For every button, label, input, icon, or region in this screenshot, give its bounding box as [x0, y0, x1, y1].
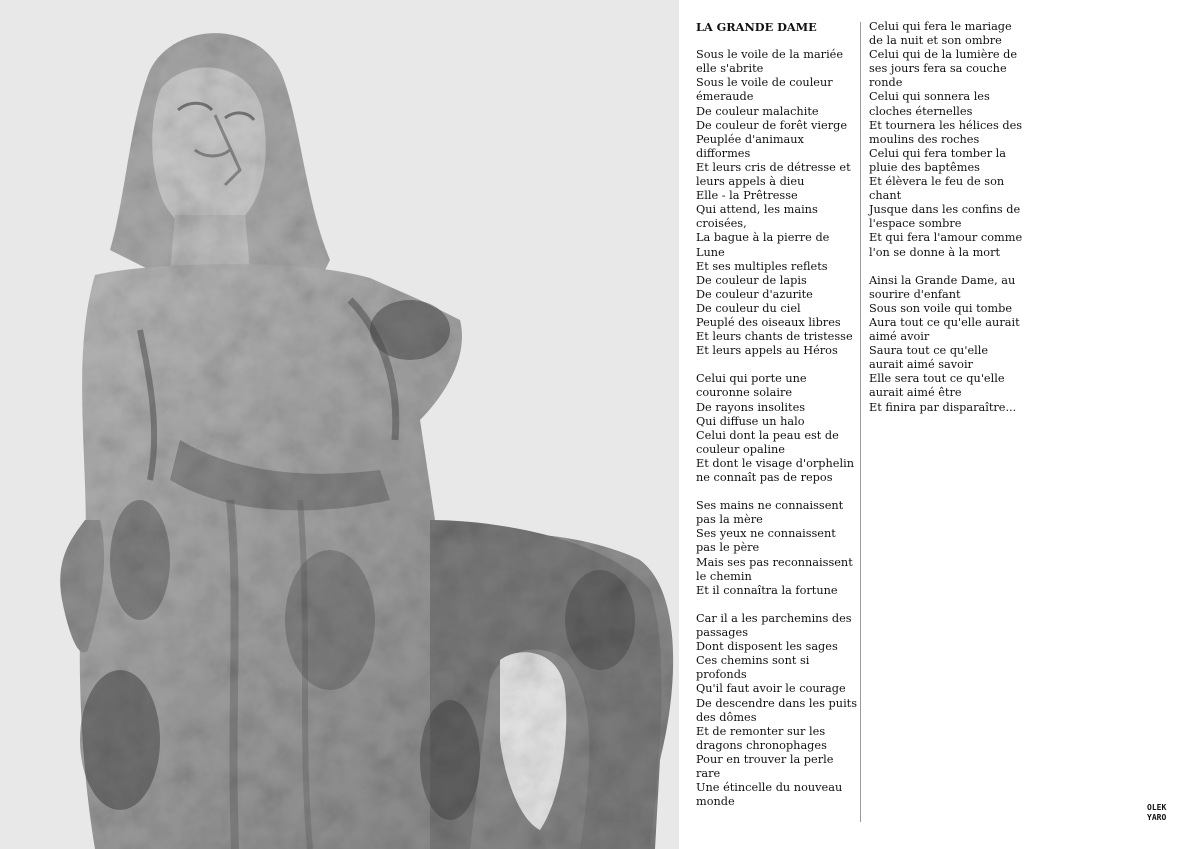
- signature: [1147, 803, 1177, 823]
- poem-line: moulins des roches: [869, 132, 980, 146]
- poem-line: De couleur d'azurite: [696, 287, 813, 301]
- poem-line: aurait aimé être: [869, 386, 962, 400]
- stanza-gap: [696, 358, 860, 372]
- poem-line: Ainsi la Grande Dame, au: [869, 273, 1016, 287]
- poem-line: Sous le voile de la mariée: [696, 48, 844, 62]
- poem-line: Peuplé des oiseaux libres: [696, 315, 841, 329]
- poem-line: De descendre dans les puits: [696, 696, 858, 710]
- poem-line: pas le père: [696, 541, 760, 555]
- poem-line: des dômes: [696, 710, 757, 724]
- column-divider: [860, 22, 861, 822]
- poem-line: De couleur de lapis: [696, 273, 807, 287]
- poem-line: émeraude: [696, 90, 754, 104]
- poem-line: Et il connaîtra la fortune: [696, 583, 838, 597]
- poem-line: aurait aimé savoir: [869, 358, 973, 372]
- poem-line: Celui qui sonnera les: [869, 90, 990, 104]
- poem-line: Une étincelle du nouveau: [696, 781, 843, 795]
- stanza-gap: [696, 485, 860, 499]
- poem-line: couronne solaire: [696, 386, 793, 400]
- poem-line: Elle - la Prêtresse: [696, 189, 798, 203]
- poem-line: Saura tout ce qu'elle: [869, 344, 989, 358]
- poem-line: passages: [696, 626, 749, 640]
- poem-line: Pour en trouver la perle: [696, 752, 834, 766]
- poem-line: leurs appels à dieu: [696, 175, 805, 189]
- poem-line: Ses mains ne connaissent: [696, 499, 844, 513]
- poem-line: Ses yeux ne connaissent: [696, 527, 836, 541]
- poem-line: La bague à la pierre de: [696, 231, 830, 245]
- poem-line: Lune: [696, 245, 725, 259]
- poem-line: De couleur malachite: [696, 104, 819, 118]
- poem-line: Elle sera tout ce qu'elle: [869, 372, 1005, 386]
- poem-line: Ces chemins sont si: [696, 654, 810, 668]
- poem-line: Sous le voile de couleur: [696, 76, 833, 90]
- poem-line: cloches éternelles: [869, 104, 973, 118]
- signature-line-2: YARO: [1147, 813, 1167, 822]
- poem-column-2: [869, 20, 1041, 415]
- poem-line: l'on se donne à la mort: [869, 245, 1001, 259]
- poem-line: rare: [696, 766, 721, 780]
- poem-line: ses jours fera sa couche: [869, 62, 1007, 76]
- poem-column-1: [696, 20, 860, 809]
- poem-line: Qui diffuse un halo: [696, 414, 805, 428]
- stanza-gap: [869, 260, 1041, 274]
- poem-line: Et leurs chants de tristesse: [696, 330, 853, 344]
- poem-line: elle s'abrite: [696, 62, 764, 76]
- poem-line: Celui qui fera tomber la: [869, 146, 1007, 160]
- poem-line: Peuplée d'animaux: [696, 132, 804, 146]
- poem-line: sourire d'enfant: [869, 287, 961, 301]
- poem-line: Sous son voile qui tombe: [869, 301, 1013, 315]
- poem-line: monde: [696, 795, 735, 809]
- poem-line: ne connaît pas de repos: [696, 471, 833, 484]
- poem-line: chant: [869, 189, 902, 203]
- poem-line: De couleur de forêt vierge: [696, 118, 848, 132]
- poem-line: Et leurs cris de détresse et: [696, 160, 851, 174]
- poem-line: Qu'il faut avoir le courage: [696, 682, 846, 696]
- poem-line: Dont disposent les sages: [696, 640, 838, 654]
- poem-line: Et élèvera le feu de son: [869, 175, 1005, 189]
- poem-line: Jusque dans les confins de: [869, 203, 1021, 217]
- poem-line: pas la mère: [696, 513, 763, 527]
- poem-line: Celui qui porte une: [696, 372, 807, 386]
- poem-line: de la nuit et son ombre: [869, 34, 1002, 48]
- poem-line: Et finira par disparaître...: [869, 400, 1017, 414]
- poem-line: Et dont le visage d'orphelin: [696, 456, 854, 470]
- poem-line: le chemin: [696, 569, 752, 583]
- poem-line: Qui attend, les mains: [696, 203, 818, 217]
- poem-line: De rayons insolites: [696, 400, 806, 414]
- poem-line: ronde: [869, 76, 903, 90]
- poem-line: pluie des baptêmes: [869, 160, 980, 174]
- poem-line: Et de remonter sur les: [696, 724, 826, 738]
- poem-line: Aura tout ce qu'elle aurait: [869, 315, 1020, 329]
- poem-line: Celui qui de la lumière de: [869, 48, 1018, 62]
- poem-title: LA GRANDE DAME: [696, 20, 817, 34]
- poem-line: couleur opaline: [696, 442, 785, 456]
- poem-line: Et leurs appels au Héros: [696, 344, 838, 358]
- poem-line: De couleur du ciel: [696, 301, 801, 315]
- poem-line: Et ses multiples reflets: [696, 259, 828, 273]
- poem-line: Et tournera les hélices des: [869, 118, 1023, 132]
- stanza-gap: [696, 598, 860, 612]
- poem-line: croisées,: [696, 217, 747, 231]
- poem-line: l'espace sombre: [869, 217, 962, 231]
- poem-line: Mais ses pas reconnaissent: [696, 555, 853, 569]
- poem-line: aimé avoir: [869, 330, 930, 344]
- poem-line: Et qui fera l'amour comme: [869, 231, 1023, 245]
- poem-line: Celui qui fera le mariage: [869, 20, 1012, 33]
- poem-line: dragons chronophages: [696, 738, 827, 752]
- poem-line: Celui dont la peau est de: [696, 428, 839, 442]
- signature-line-1: OLEK: [1147, 803, 1167, 812]
- poem-line: profonds: [696, 668, 747, 682]
- poem-line: Car il a les parchemins des: [696, 611, 852, 625]
- poem-line: difformes: [696, 146, 751, 160]
